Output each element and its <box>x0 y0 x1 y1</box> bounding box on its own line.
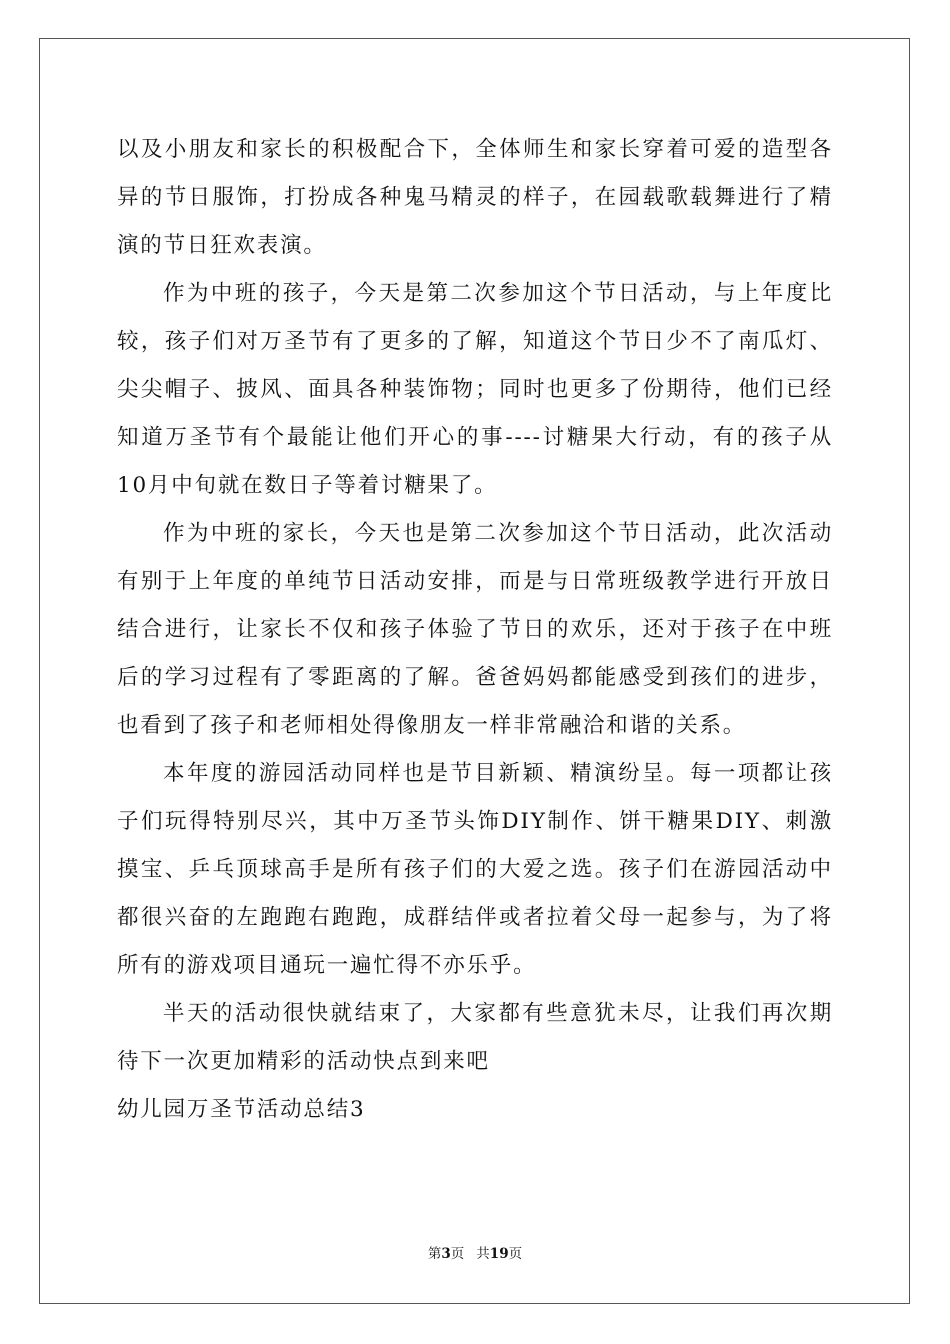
total-prefix: 共 <box>476 1246 490 1262</box>
paragraph-parents: 作为中班的家长，今天也是第二次参加这个节日活动，此次活动有别于上年度的单纯节日活动安排，而是与日常班级教学进行开放日结合进行，让家长不仅和孩子体验了节日的欢乐，还对于孩子在中班后的学习过程有了零距离的了解。爸爸妈妈都能感受到孩们的进步，也看到了孩子和老师相处得像朋友一样非常融洽和谐的关系。 <box>117 521 833 738</box>
page-suffix: 页 <box>450 1246 465 1262</box>
page-prefix: 第 <box>427 1246 442 1262</box>
paragraph-closing: 半天的活动很快就结束了，大家都有些意犹未尽，让我们再次期待下一次更加精彩的活动快点到来吧 <box>117 1001 833 1074</box>
paragraph-garden-party: 本年度的游园活动同样也是节目新颖、精演纷呈。每一项都让孩子们玩得特别尽兴，其中万圣节头饰DIY制作、饼干糖果DIY、刺激摸宝、乒乓顶球高手是所有孩子们的大爱之选。孩子们在游园活动中都很兴奋的左跑跑右跑跑，成群结伴或者拉着父母一起参与，为了将所有的游戏项目通玩一遍忙得不亦乐乎。 <box>117 761 833 978</box>
page-current: 3 <box>441 1246 451 1262</box>
document-body <box>117 126 833 1134</box>
page-footer <box>0 1244 950 1264</box>
paragraph-continuation: 以及小朋友和家长的积极配合下，全体师生和家长穿着可爱的造型各异的节日服饰，打扮成各种鬼马精灵的样子，在园载歌载舞进行了精演的节日狂欢表演。 <box>117 137 833 258</box>
total-suffix: 页 <box>508 1246 523 1262</box>
paragraph-children: 作为中班的孩子，今天是第二次参加这个节日活动，与上年度比较，孩子们对万圣节有了更多的了解，知道这个节日少不了南瓜灯、尖尖帽子、披风、面具各种装饰物；同时也更多了份期待，他们已经知道万圣节有个最能让他们开心的事----讨糖果大行动，有的孩子从10月中旬就在数日子等着讨糖果了。 <box>117 281 833 498</box>
page-total: 19 <box>489 1246 509 1262</box>
section-heading: 幼儿园万圣节活动总结3 <box>117 1097 366 1122</box>
